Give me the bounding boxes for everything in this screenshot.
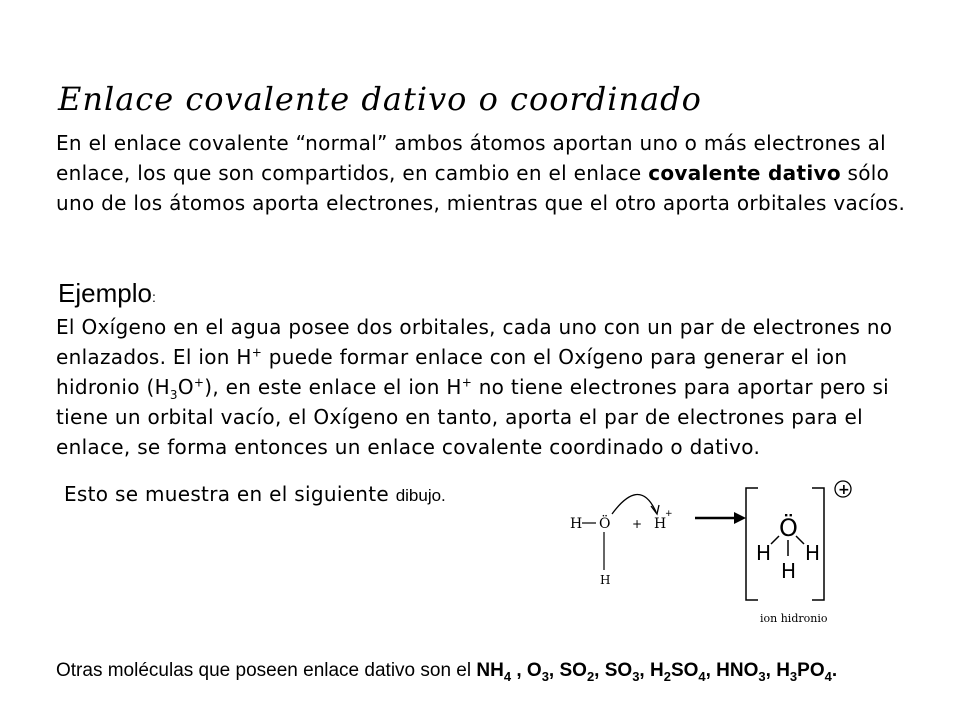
hno3-sub: 3 (758, 668, 766, 684)
example-text-3: O (177, 375, 194, 399)
h3po4-po-text: PO (797, 660, 825, 681)
example-heading-text: Ejemplo (58, 278, 152, 308)
h3-sub: 3 (789, 668, 798, 684)
example-paragraph (56, 312, 916, 462)
intro-text-start: En el enlace covalente “normal” ambos átomos aportan uno o más electrones al enlace, los que son compartidos, en cambio en el enlace (56, 131, 887, 185)
so4-sub: 4 (698, 668, 706, 684)
right-oxygen: Ö (779, 514, 798, 542)
diagram-caption: ion hidronio (760, 612, 828, 625)
positive-charge-sign: + (838, 482, 850, 498)
so3-sub: 3 (632, 668, 640, 684)
intro-text-end: sólo uno de los átomos aporta electrones, mientras que el otro aporta orbitales vacíos. (56, 161, 906, 215)
drawing-reference (64, 482, 446, 506)
list-end: . (831, 660, 838, 681)
plus-sign: + (632, 517, 643, 531)
right-h-right: H (805, 541, 821, 565)
nh-text: NH (476, 660, 504, 681)
hydronium-formation-diagram (560, 470, 890, 635)
nh-sub: 4 (503, 668, 512, 684)
o3-text: , O (511, 660, 542, 681)
intro-bold-term: covalente dativo (648, 161, 841, 185)
h-plus-charge-2: + (461, 375, 473, 390)
intro-paragraph (56, 128, 916, 218)
example-text-4: ), en este enlace el ion H (204, 375, 462, 399)
h-plus-charge: + (251, 345, 263, 360)
h3-subscript: 3 (169, 388, 178, 402)
other-molecules-paragraph (56, 656, 936, 686)
other-molecules-lead: Otras moléculas que poseen enlace dativo son el (56, 660, 477, 681)
drawing-reference-text: Esto se muestra en el siguiente (64, 482, 396, 506)
example-text-5: no tiene electrones para aportar pero si tiene un orbital vacío, el Oxígeno en tanto, aporta el par de electrones para el enlace, se forma entonces un enlace covalente coordinado o dativo. (56, 375, 890, 459)
h2so4-so-text: SO (670, 660, 699, 681)
left-h-bottom: H (600, 573, 611, 587)
h2-sub: 2 (663, 668, 671, 684)
h2so4-h-text: , H (639, 660, 664, 681)
po4-sub: 4 (824, 668, 832, 684)
example-text-1: El Oxígeno en el agua posee dos orbitales, cada uno con un par de electrones no enlazados. El ion H (56, 315, 893, 369)
example-text-2: puede formar enlace con el Oxígeno para generar el ion hidronio (H (56, 345, 848, 399)
electron-pair-arrow (612, 494, 656, 514)
h3o-plus-charge: + (193, 375, 205, 390)
right-h-bottom: H (781, 559, 797, 583)
left-h-top: H (570, 516, 583, 532)
h-ion: H (654, 516, 667, 532)
h3po4-h-text: , H (765, 660, 790, 681)
molecule-list (476, 660, 838, 684)
so2-sub: 2 (586, 668, 595, 684)
left-oxygen: Ö (599, 516, 611, 532)
bond-left (771, 536, 779, 544)
drawing-reference-word: dibujo. (395, 486, 446, 505)
example-heading (58, 278, 156, 309)
hno3-text: , HNO (705, 660, 759, 681)
example-heading-colon: : (151, 289, 156, 305)
o3-sub: 3 (541, 668, 549, 684)
page-title: Enlace covalente dativo o coordinado (58, 80, 702, 118)
reaction-arrow-head (734, 512, 746, 524)
right-h-left: H (756, 541, 772, 565)
h-ion-charge: + (665, 509, 673, 519)
so3-text: , SO (594, 660, 633, 681)
so2-text: , SO (548, 660, 587, 681)
